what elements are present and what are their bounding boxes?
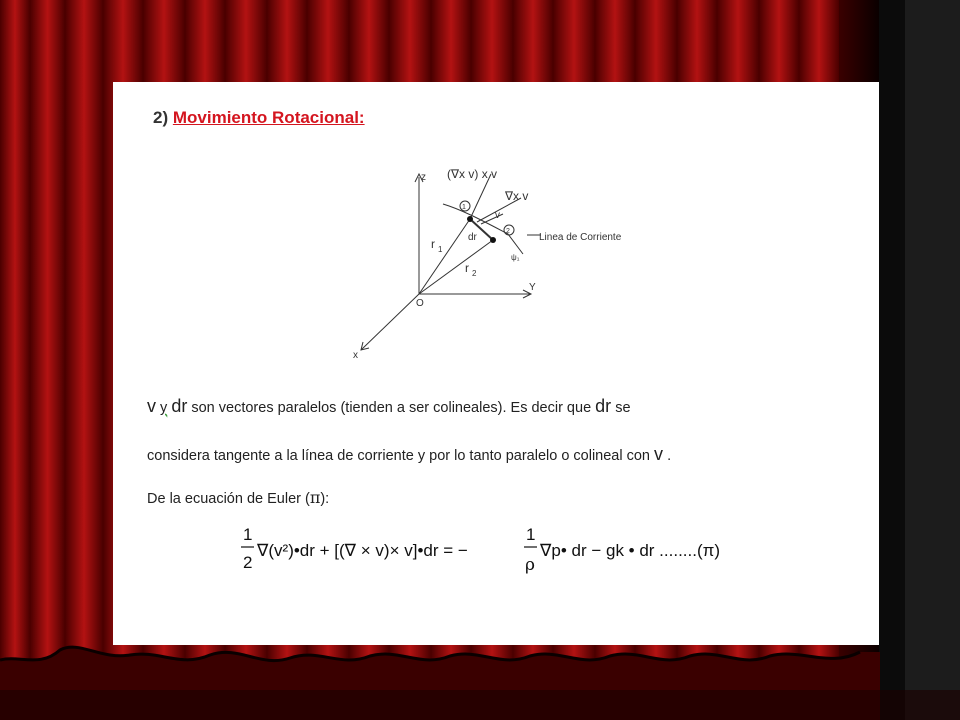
v-vector-symbol-2: v — [654, 444, 664, 464]
dr-vector-symbol: dr — [171, 396, 188, 416]
line1-text: son vectores paralelos (tienden a ser colineales). Es decir que — [191, 400, 592, 416]
heading-title: Movimiento Rotacional: — [172, 108, 365, 127]
euler-equation — [113, 82, 879, 645]
label-origin: O — [416, 298, 424, 309]
label-r2-sub: 2 — [472, 269, 477, 278]
label-r1: r — [431, 237, 435, 251]
label-v: v — [495, 210, 500, 221]
label-z: z — [421, 172, 426, 183]
pi-symbol: π — [309, 488, 321, 507]
half-denominator: 2 — [243, 553, 253, 572]
label-x: x — [353, 350, 358, 361]
half-numerator: 1 — [243, 525, 253, 544]
line2-end: . — [667, 448, 672, 464]
label-curl: ∇x v — [505, 189, 529, 203]
rho-denominator: ρ — [525, 555, 535, 575]
rho-numerator: 1 — [526, 525, 536, 544]
equation-term-2: ∇p• dr − gk • dr ........(π) — [540, 541, 721, 560]
equation-term-1: ∇(v²)•dr + [(∇ × v)× v]•dr = − — [257, 541, 468, 560]
label-streamline: Linea de Corriente — [539, 232, 622, 243]
conjunction-y: y — [160, 400, 168, 416]
label-psi: ψ₁ — [511, 253, 520, 262]
label-r1-sub: 1 — [438, 245, 443, 254]
dr-vector-symbol-2: dr — [595, 396, 612, 416]
label-r2: r — [465, 261, 469, 275]
line1-end: se — [615, 400, 631, 416]
v-vector-symbol: v — [147, 396, 156, 416]
line3-end: ): — [320, 491, 330, 507]
slide-content — [113, 82, 879, 645]
label-dr: dr — [468, 232, 477, 243]
heading-number: 2) — [153, 108, 169, 127]
line2-text: considera tangente a la línea de corriente y por lo tanto paralelo o colineal con — [147, 448, 650, 464]
label-point-1: 1 — [462, 204, 466, 211]
label-curl-cross: (∇x v) x v — [447, 167, 498, 181]
line3-text: De la ecuación de Euler ( — [147, 491, 310, 507]
label-y: Y — [529, 282, 536, 293]
label-point-2: 2 — [506, 228, 510, 235]
